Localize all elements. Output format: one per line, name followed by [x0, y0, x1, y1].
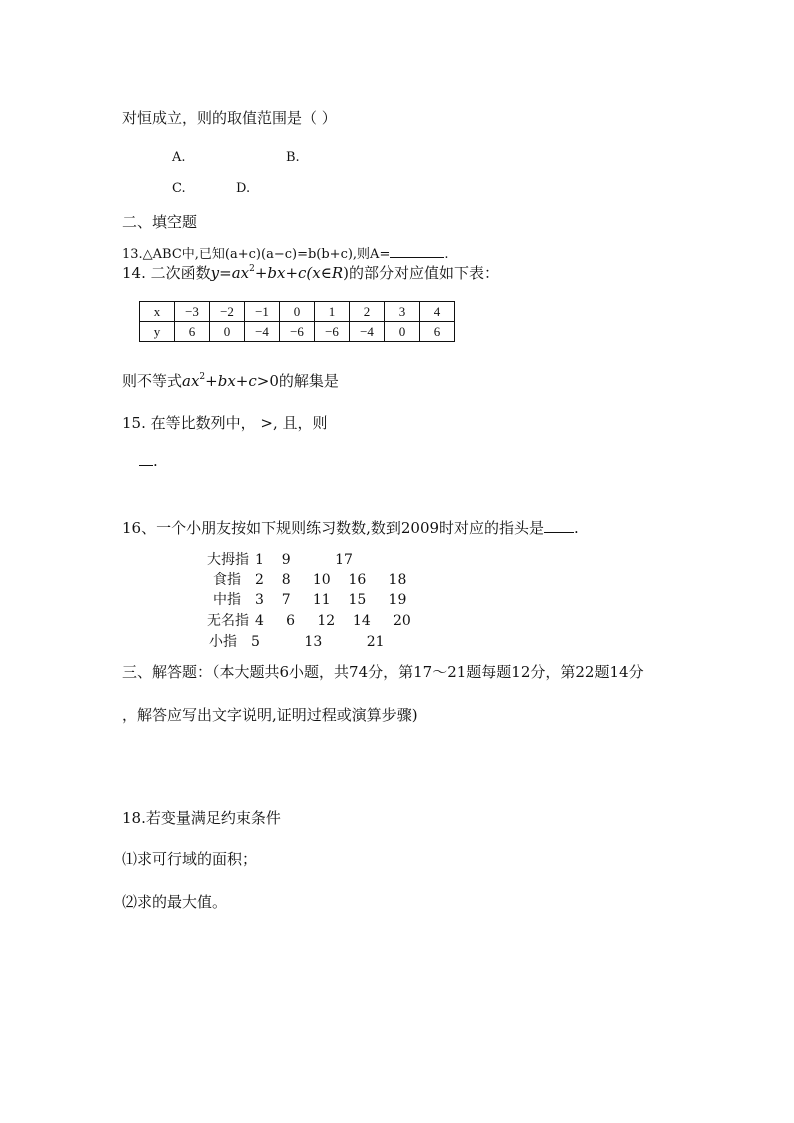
q16-text: 16、一个小朋友按如下规则练习数数,数到2009时对应的指头是: [122, 519, 545, 537]
table-row-y: [140, 322, 455, 342]
table-cell: −1: [245, 302, 280, 322]
finger-row: [193, 611, 411, 631]
question-14: [122, 264, 499, 282]
table-cell: −4: [245, 322, 280, 342]
finger-name: 食指: [213, 572, 241, 588]
q15-end: .: [153, 452, 158, 470]
q14-in: ∈: [320, 264, 332, 282]
q18-part-1: ⑴求可行域的面积；: [122, 850, 258, 868]
finger-numbers: 4 6 12 14 20: [255, 613, 411, 629]
q12-option-a: A.: [172, 150, 186, 165]
question-15: 15. 在等比数列中， >, 且，则: [122, 414, 328, 432]
q14-prefix: 14. 二次函数: [122, 264, 211, 282]
q12-stem: 对恒成立，则的取值范围是（ ）: [122, 109, 337, 127]
table-cell: 0: [210, 322, 245, 342]
table-row-x: [140, 302, 455, 322]
q14-eq: =: [219, 264, 232, 282]
finger-name: 无名指: [207, 613, 249, 629]
finger-name: 大拇指: [207, 552, 249, 568]
q14-ineq-sup: 2: [199, 372, 206, 382]
finger-numbers: 3 7 11 15 19: [255, 592, 407, 608]
table-cell: 2: [350, 302, 385, 322]
table-cell: 0: [385, 322, 420, 342]
q13-text: 13.△ABC中,已知(a+c)(a−c)=b(b+c),则A=: [122, 247, 391, 262]
table-cell: 6: [420, 322, 455, 342]
table-cell: −6: [315, 322, 350, 342]
finger-numbers: 5 13 21: [251, 634, 385, 650]
answer-blank: [390, 244, 444, 258]
table-cell: 4: [420, 302, 455, 322]
answer-blank: [139, 452, 153, 466]
finger-row: [193, 570, 406, 590]
finger-row: [193, 590, 406, 610]
finger-row: [193, 550, 353, 570]
table-cell: 6: [175, 322, 210, 342]
q14-ineq-ax: ax: [182, 372, 200, 390]
finger-numbers: 1 9 17: [255, 552, 353, 568]
q14-ineq-rest: +bx+c: [205, 372, 257, 390]
table-cell: −4: [350, 322, 385, 342]
question-18: 18.若变量满足约束条件: [122, 809, 281, 827]
table-cell: 1: [315, 302, 350, 322]
q14-x: x: [312, 264, 321, 282]
q14-inequality: [122, 372, 339, 390]
q14-r: R: [331, 264, 344, 282]
q14-ineq-tail: >0的解集是: [256, 372, 339, 390]
q14-sup: 2: [249, 264, 255, 274]
q18-part-2: ⑵求的最大值。: [122, 893, 228, 911]
question-16: [122, 519, 579, 537]
q14-bx-c: +bx+c(: [254, 264, 313, 282]
finger-name: 中指: [213, 592, 241, 608]
finger-row: [193, 632, 385, 652]
q14-close: ): [343, 264, 350, 282]
finger-name: 小指: [209, 634, 237, 650]
table-header-y: y: [140, 322, 175, 342]
section-3-title: 三、解答题：（本大题共6小题，共74分，第17～21题每题12分，第22题14分: [122, 663, 644, 681]
table-cell: −3: [175, 302, 210, 322]
q15-answer-line: [139, 452, 158, 470]
q14-suffix: 的部分对应值如下表：: [349, 264, 500, 282]
question-13: [122, 244, 448, 264]
value-table: [139, 301, 455, 342]
table-header-x: x: [140, 302, 175, 322]
q16-end: .: [574, 519, 579, 537]
answer-blank: [544, 519, 574, 533]
table-cell: 3: [385, 302, 420, 322]
q12-option-c: C.: [172, 181, 186, 196]
table-cell: −6: [280, 322, 315, 342]
q14-ineq-prefix: 则不等式: [122, 372, 183, 390]
q12-option-b: B.: [286, 150, 300, 165]
section-3-instructions: ，解答应写出文字说明,证明过程或演算步骤): [122, 706, 418, 724]
q12-option-d: D.: [236, 181, 251, 196]
table-cell: −2: [210, 302, 245, 322]
table-cell: 0: [280, 302, 315, 322]
finger-numbers: 2 8 10 16 18: [255, 572, 407, 588]
section-2-title: 二、填空题: [122, 213, 198, 231]
q14-y: y: [210, 264, 220, 282]
q13-end: .: [444, 247, 449, 262]
q14-ax: ax: [231, 264, 250, 282]
